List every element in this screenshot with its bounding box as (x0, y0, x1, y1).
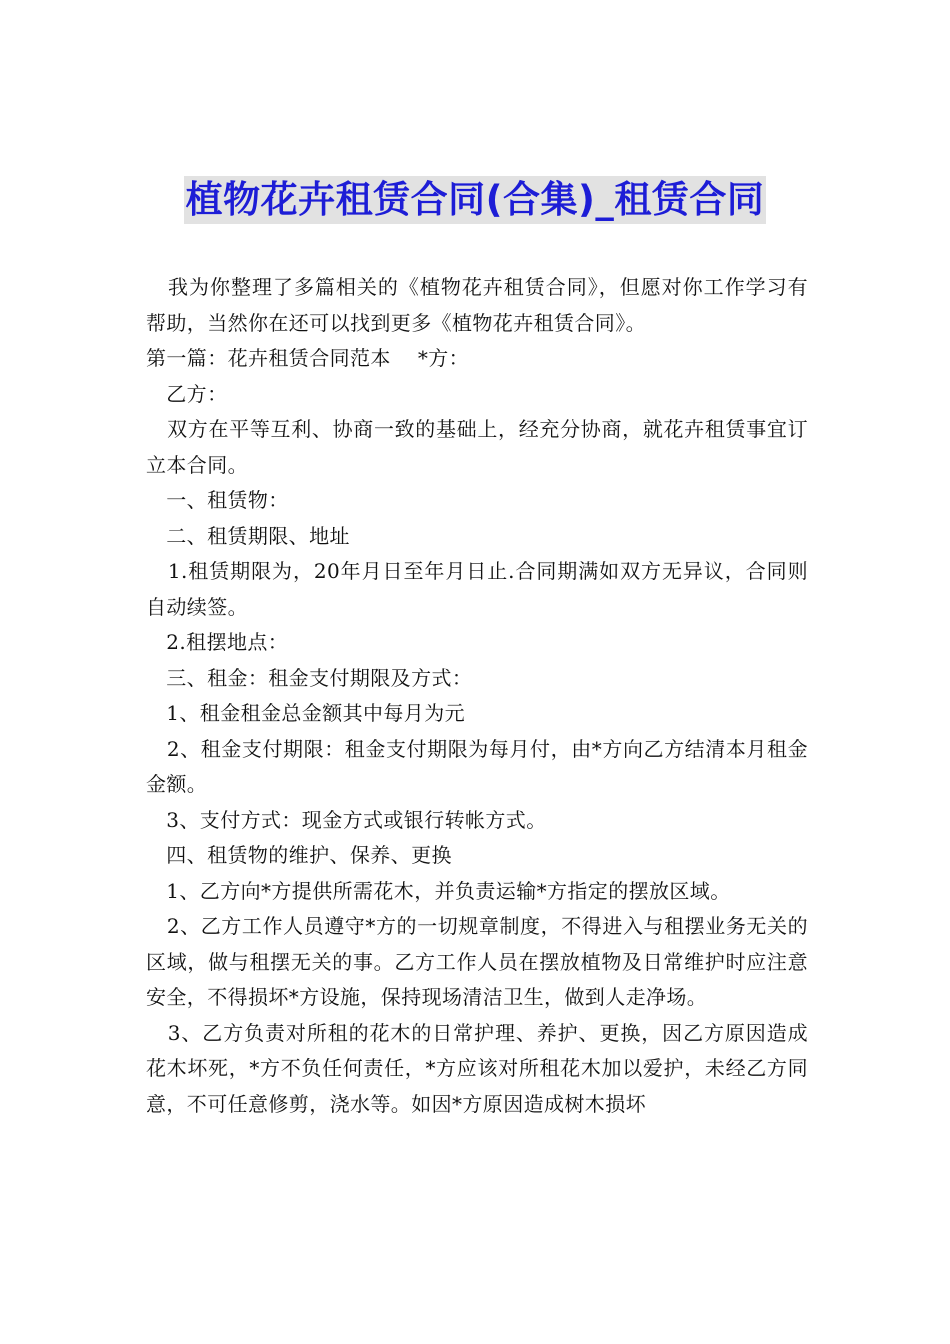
document-title: 植物花卉租赁合同(合集)_租赁合同 (184, 176, 767, 224)
section-heading-maintenance: 四、租赁物的维护、保养、更换 (146, 843, 452, 867)
section-heading-lease-item: 一、租赁物： (146, 488, 289, 512)
clause-lease-term: 1.租赁期限为，20年月日至年月日止.合同期满如双方无异议，合同则自动续签。 (146, 559, 808, 619)
paragraph-preamble: 双方在平等互利、协商一致的基础上，经充分协商，就花卉租赁事宜订立本合同。 (146, 417, 808, 477)
document-body (146, 270, 808, 1122)
clause-staff-rules: 2、乙方工作人员遵守*方的一切规章制度，不得进入与租摆业务无关的区域，做与租摆无关的事。乙方工作人员在摆放植物及日常维护时应注意安全，不得损坏*方设施，保持现场清洁卫生，做到人走净场。 (146, 914, 808, 1009)
paragraph-party-b: 乙方： (146, 381, 228, 406)
clause-supply: 1、乙方向*方提供所需花木，并负责运输*方指定的摆放区域。 (146, 878, 731, 903)
clause-rent-amount: 1、租金租金总金额其中每月为元 (146, 701, 466, 725)
clause-location: 2.租摆地点： (146, 630, 289, 654)
section-heading-rent: 三、租金：租金支付期限及方式： (146, 665, 473, 690)
section-heading-lease-term: 二、租赁期限、地址 (146, 523, 350, 548)
clause-rent-period: 2、租金支付期限：租金支付期限为每月付，由*方向乙方结清本月租金金额。 (146, 736, 808, 796)
paragraph-intro: 我为你整理了多篇相关的《植物花卉租赁合同》，但愿对你工作学习有帮助，当然你在还可以找到更多《植物花卉租赁合同》。 (146, 275, 808, 335)
clause-care: 3、乙方负责对所租的花木的日常护理、养护、更换，因乙方原因造成花木坏死，*方不负任何责任，*方应该对所租花木加以爱护，未经乙方同意，不可任意修剪，浇水等。如因*方原因造成树木损坏 (146, 1020, 808, 1116)
title-wrap (0, 176, 950, 224)
paragraph-chapter-one: 第一篇：花卉租赁合同范本 *方： (146, 346, 470, 370)
clause-payment-method: 3、支付方式：现金方式或银行转帐方式。 (146, 807, 547, 832)
